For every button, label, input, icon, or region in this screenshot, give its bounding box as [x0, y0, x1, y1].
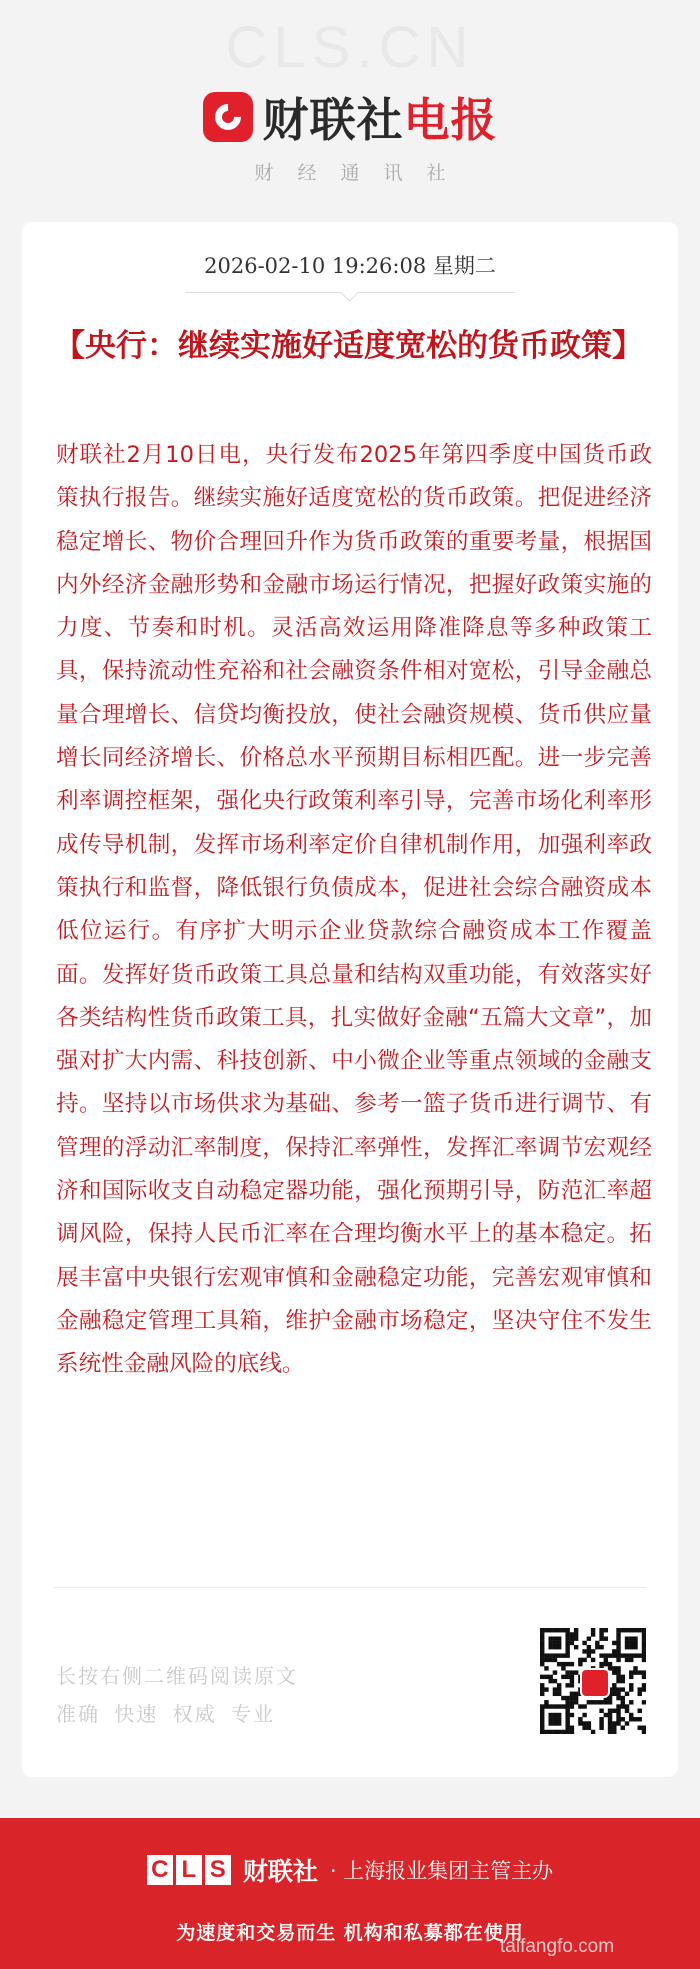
footer-brand-row: [0, 1852, 700, 1888]
qr-logo-icon: [580, 1668, 610, 1698]
footer-divider: [54, 1587, 646, 1588]
article-title: 【央行：继续实施好适度宽松的货币政策】: [54, 328, 643, 364]
article-datetime: 2026-02-10 19:26:08 星期二: [204, 254, 496, 278]
cls-letters: [147, 1855, 231, 1885]
source-watermark: taifangfo.com: [500, 1936, 615, 1957]
cls-logo-icon: [203, 92, 253, 142]
brand-title: [263, 84, 498, 150]
brand-subtitle: 财经通讯社: [254, 162, 470, 184]
footer-org: · 上海报业集团主管主办: [329, 1859, 554, 1883]
article-card: [22, 222, 678, 1777]
footer-slogan: 为速度和交易而生 机构和私募都在使用: [176, 1922, 524, 1944]
cls-letter: C: [147, 1855, 173, 1885]
footer-brand: 财联社: [242, 1857, 318, 1886]
qr-hint: 长按右侧二维码阅读原文: [56, 1664, 298, 1688]
brand-name: 财联社: [262, 93, 404, 147]
cls-letter: S: [205, 1855, 231, 1885]
tagline: 准确 快速 权威 专业: [56, 1702, 276, 1726]
brand-logo: [0, 84, 700, 150]
cls-watermark: CLS.CN: [225, 15, 475, 80]
brand-accent: 电报: [403, 93, 498, 147]
date-notch: [340, 283, 358, 301]
qr-code-icon[interactable]: [540, 1628, 646, 1734]
article-body: 财联社2月10日电，央行发布2025年第四季度中国货币政策执行报告。继续实施好适度宽松的货币政策。把促进经济稳定增长、物价合理回升作为货币政策的重要考量，根据国内外经济金融形势和金融市场运行情况，把握好政策实施的力度、节奏和时机。灵活高效运用降准降息等多种政策工具，保持流动性充裕和社会融资条件相对宽松，引导金融总量合理增长、信贷均衡投放，使社会融资规模、货币供应量增长同经济增长、价格总水平预期目标相匹配。进一步完善利率调控框架，强化央行政策利率引导，完善市场化利率形成传导机制，发挥市场利率定价自律机制作用，加强利率政策执行和监督，降低银行负债成本，促进社会综合融资成本低位运行。有序扩大明示企业贷款综合融资成本工作覆盖面。发挥好货币政策工具总量和结构双重功能，有效落实好各类结构性货币政策工具，扎实做好金融“五篇大文章”，加强对扩大内需、科技创新、中小微企业等重点领域的金融支持。坚持以市场供求为基础、参考一篮子货币进行调节、有管理的浮动汇率制度，保持汇率弹性，发挥汇率调节宏观经济和国际收支自动稳定器功能，强化预期引导，防范汇率超调风险，保持人民币汇率在合理均衡水平上的基本稳定。拓展丰富中央银行宏观审慎和金融稳定功能，完善宏观审慎和金融稳定管理工具箱，维护金融市场稳定，坚决守住不发生系统性金融风险的底线。: [56, 442, 652, 1378]
cls-letter: L: [176, 1855, 202, 1885]
